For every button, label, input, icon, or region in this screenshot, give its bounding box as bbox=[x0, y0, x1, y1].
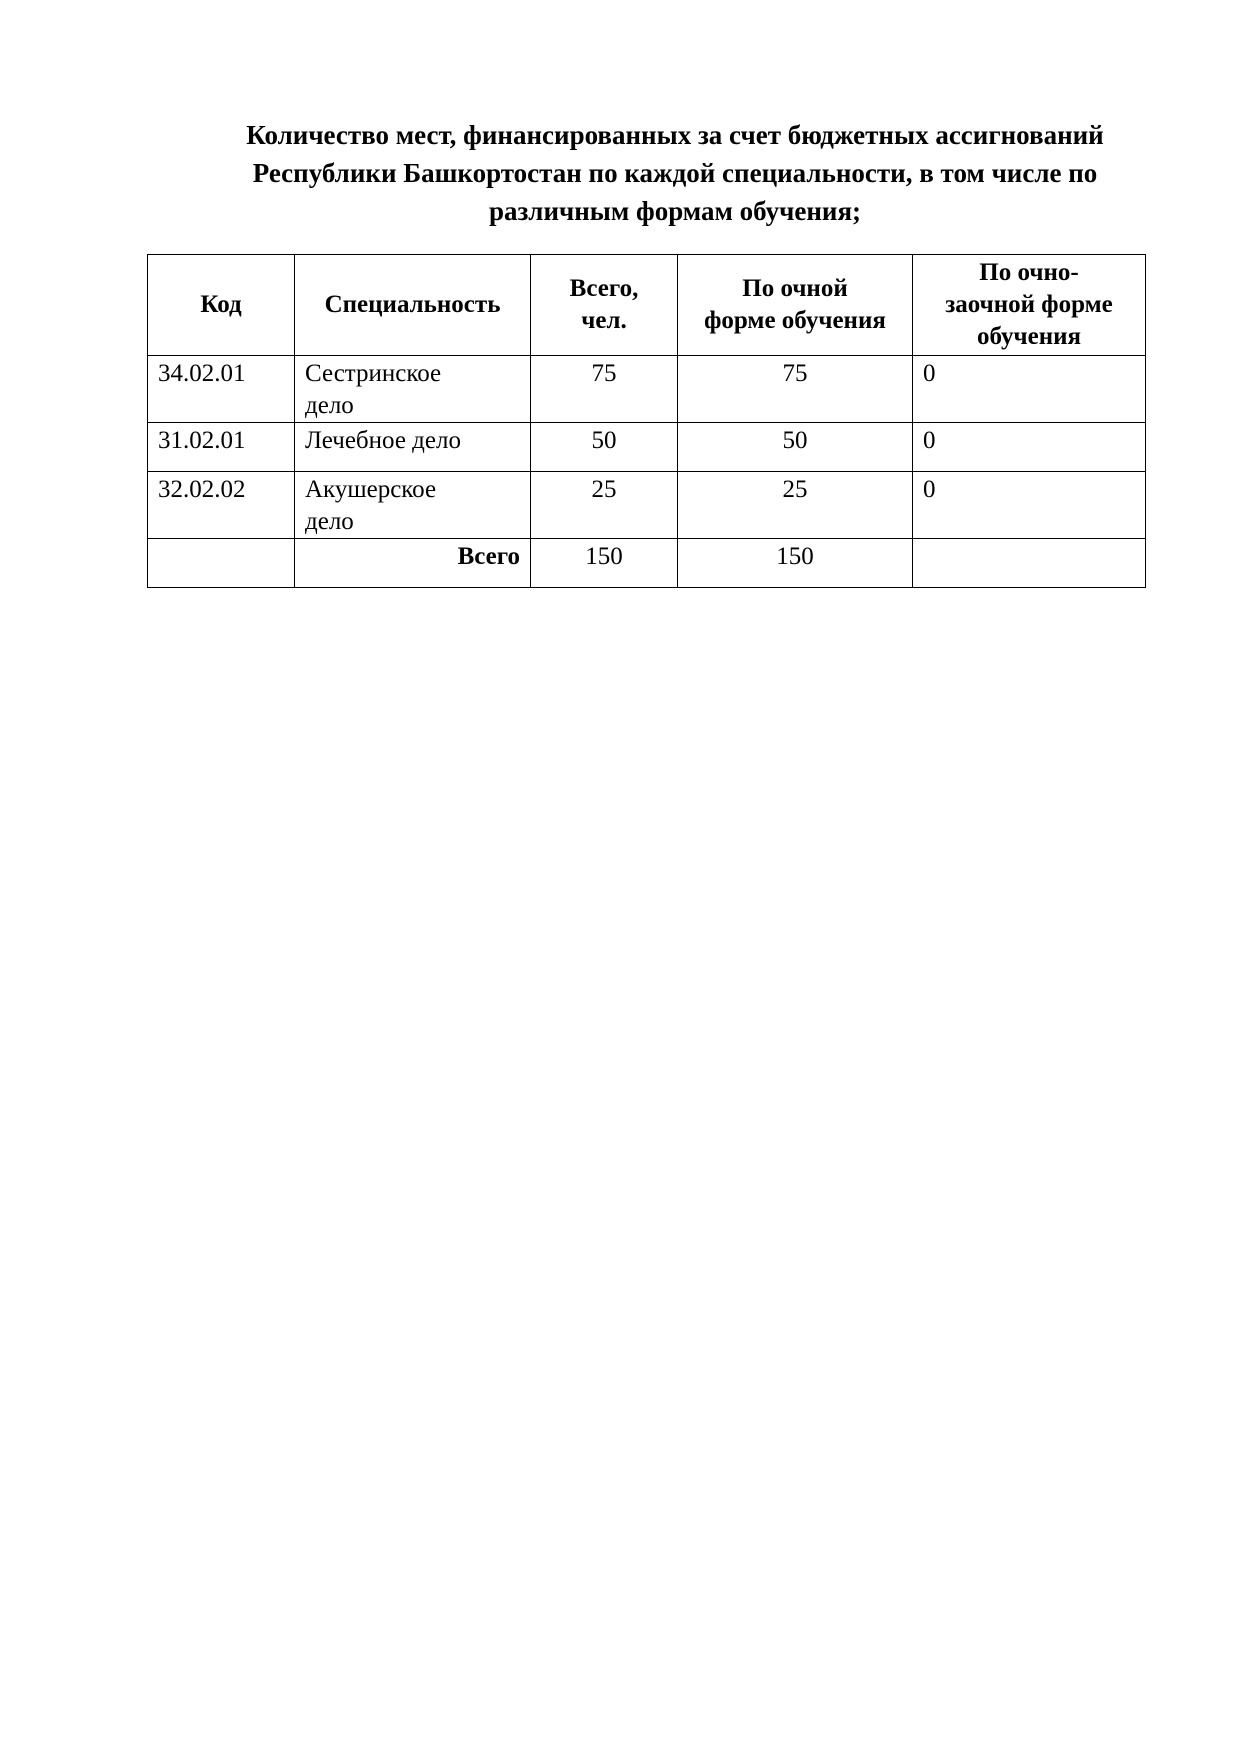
document-title bbox=[180, 116, 1170, 230]
cell-total: 25 bbox=[531, 472, 678, 539]
header-code-label: Код bbox=[200, 291, 242, 318]
cell-code: 32.02.02 bbox=[148, 472, 295, 539]
cell-parttime: 0 bbox=[913, 423, 1146, 472]
cell-code bbox=[148, 539, 295, 588]
header-total bbox=[531, 255, 678, 356]
title-line: Количество мест, финансированных за счет бюджетных ассигнований bbox=[246, 120, 1104, 150]
title-line: различным формам обучения; bbox=[488, 196, 862, 226]
header-fulltime-line: форме обучения bbox=[704, 307, 886, 334]
cell-fulltime-sum: 150 bbox=[678, 539, 913, 588]
budget-places-table bbox=[147, 254, 1146, 588]
cell-parttime: 0 bbox=[913, 356, 1146, 423]
header-total-line: Всего, bbox=[569, 275, 639, 302]
title-line: Республики Башкортостан по каждой специальности, в том числе по bbox=[252, 158, 1098, 188]
cell-parttime-sum bbox=[913, 539, 1146, 588]
cell-fulltime: 25 bbox=[678, 472, 913, 539]
header-fulltime bbox=[678, 255, 913, 356]
header-parttime-line: заочной форме bbox=[945, 291, 1113, 318]
cell-specialty bbox=[295, 356, 531, 423]
header-parttime-line: обучения bbox=[976, 323, 1082, 350]
table-row bbox=[148, 356, 1146, 423]
specialty-line: дело bbox=[305, 392, 354, 419]
table-row bbox=[148, 472, 1146, 539]
table-header-row bbox=[148, 255, 1146, 356]
cell-fulltime: 50 bbox=[678, 423, 913, 472]
table-total-row bbox=[148, 539, 1146, 588]
cell-specialty: Лечебное дело bbox=[295, 423, 531, 472]
header-total-line: чел. bbox=[581, 307, 627, 334]
specialty-line: Акушерское bbox=[305, 476, 437, 503]
cell-total: 50 bbox=[531, 423, 678, 472]
cell-total-sum: 150 bbox=[531, 539, 678, 588]
header-parttime-line: По очно- bbox=[979, 259, 1079, 286]
cell-code: 34.02.01 bbox=[148, 356, 295, 423]
header-parttime bbox=[913, 255, 1146, 356]
header-specialty bbox=[295, 255, 531, 356]
table-row bbox=[148, 423, 1146, 472]
cell-specialty bbox=[295, 472, 531, 539]
header-specialty-label: Специальность bbox=[324, 291, 501, 318]
specialty-line: дело bbox=[305, 508, 354, 535]
cell-code: 31.02.01 bbox=[148, 423, 295, 472]
cell-fulltime: 75 bbox=[678, 356, 913, 423]
cell-total: 75 bbox=[531, 356, 678, 423]
header-fulltime-line: По очной bbox=[742, 275, 848, 302]
cell-parttime: 0 bbox=[913, 472, 1146, 539]
total-label: Всего bbox=[295, 539, 531, 588]
specialty-line: Сестринское bbox=[305, 360, 442, 387]
header-code bbox=[148, 255, 295, 356]
